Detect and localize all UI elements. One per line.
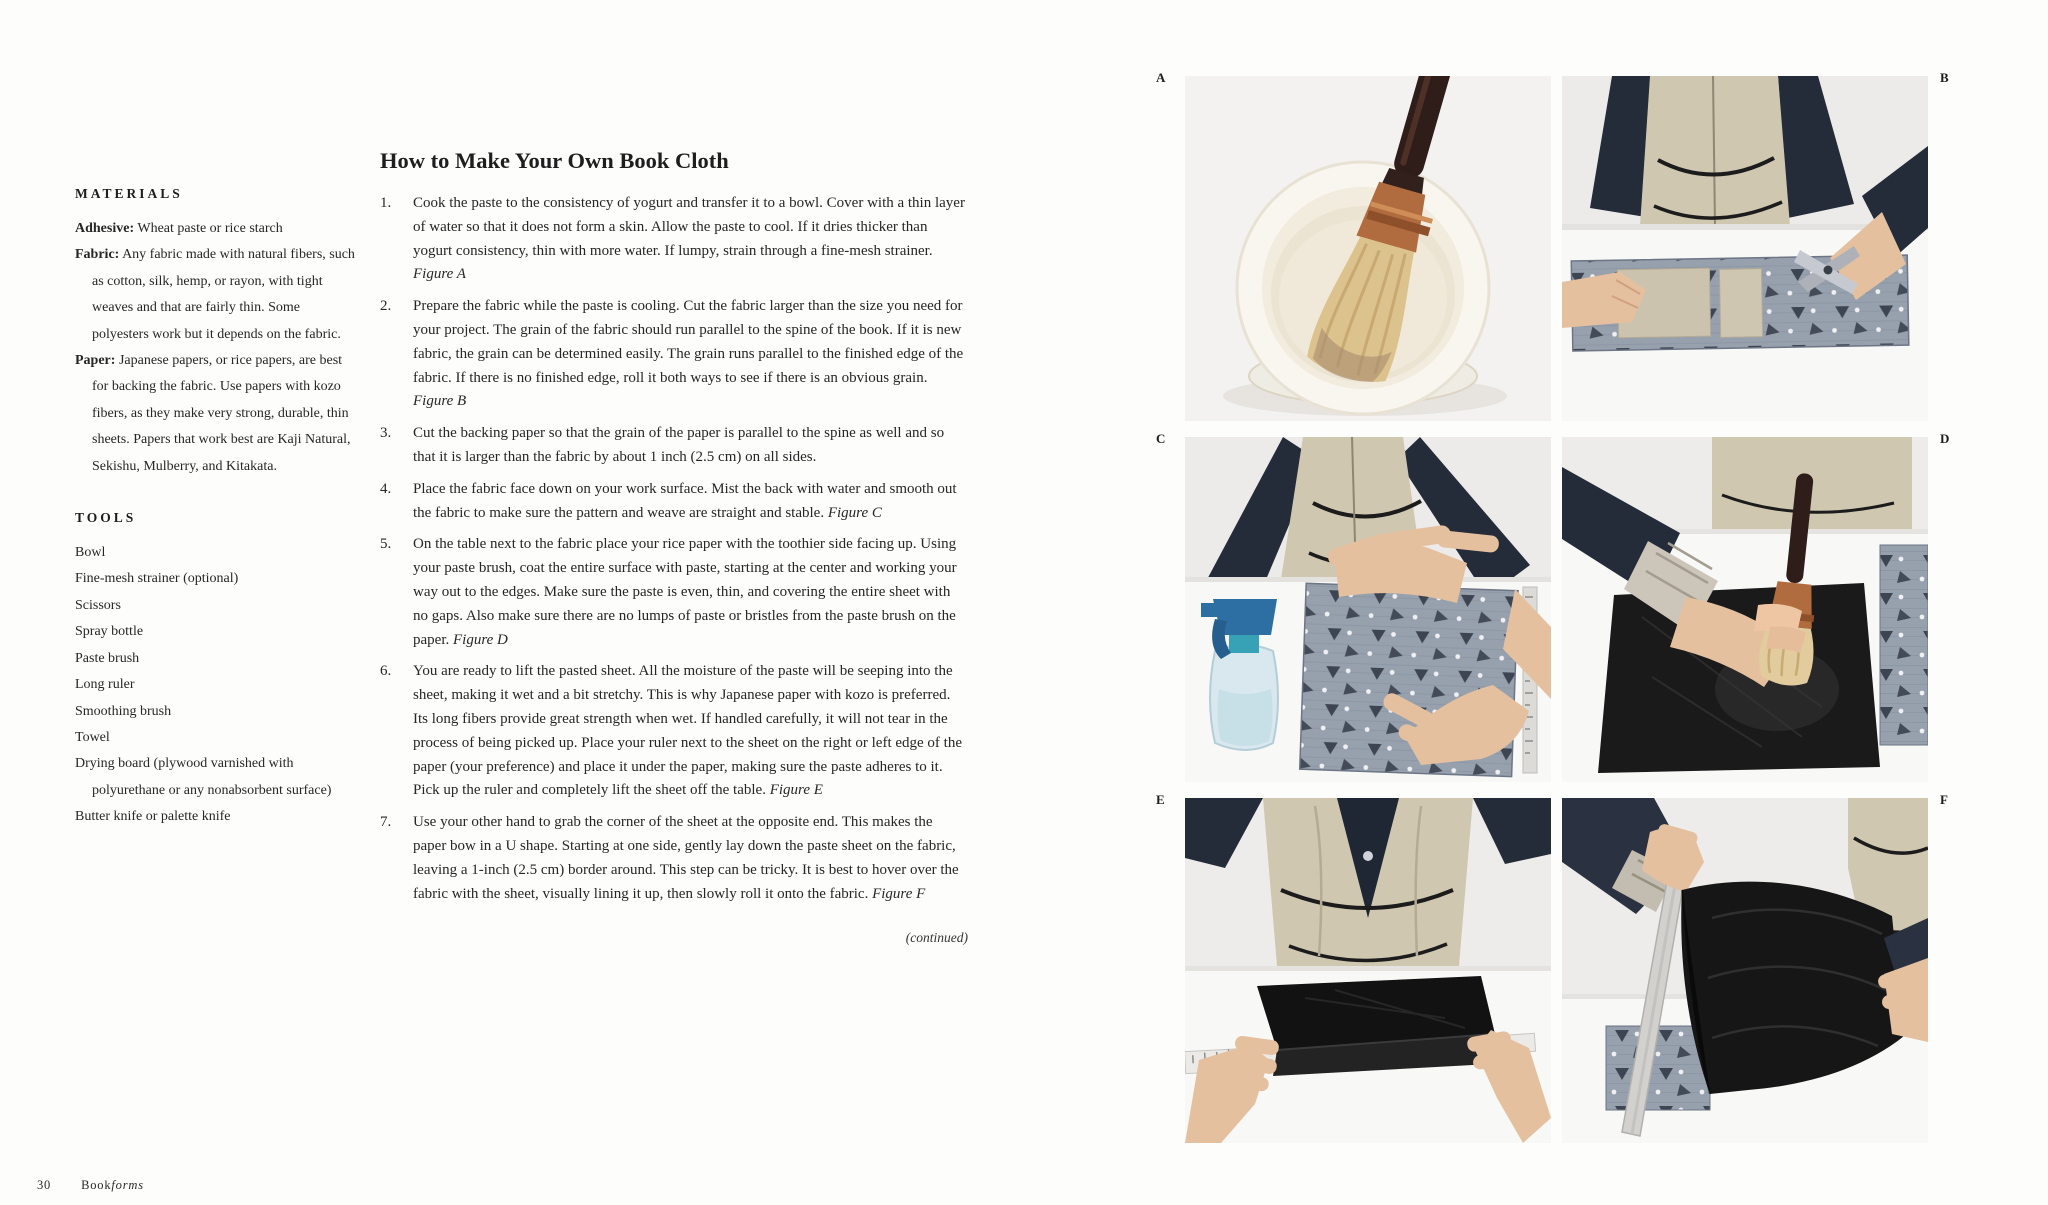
figure-reference: Figure D	[452, 631, 508, 648]
sidebar	[75, 186, 357, 831]
figure-reference: Figure A	[413, 266, 466, 283]
photo-label-f: F	[1940, 792, 1948, 807]
step-number: 4.	[380, 480, 392, 497]
material-label: Adhesive:	[75, 221, 135, 236]
tool-item: Spray bottle	[75, 624, 144, 640]
page-number: 30	[37, 1178, 52, 1192]
material-text: Wheat paste or rice starch	[137, 221, 283, 236]
instructions-column	[380, 148, 968, 946]
step-number: 3.	[380, 425, 392, 442]
figure-reference: Figure B	[413, 393, 467, 410]
tool-item: Towel	[75, 729, 110, 745]
page-title: How to Make Your Own Book Cloth	[380, 148, 729, 173]
material-label: Paper:	[75, 353, 116, 369]
photo-b-cutting-fabric	[1562, 76, 1928, 421]
photo-f-laying-sheet	[1562, 798, 1928, 1143]
photo-label-a: A	[1156, 70, 1166, 85]
tool-item: Scissors	[75, 597, 121, 613]
materials-list	[75, 216, 357, 480]
step-number: 7.	[380, 814, 392, 831]
tool-item: Long ruler	[75, 677, 135, 693]
figure-reference: Figure C	[827, 504, 882, 521]
page-footer	[37, 1178, 144, 1193]
step-number: 1.	[380, 195, 392, 211]
figure-reference: Figure F	[872, 885, 926, 902]
step-number: 6.	[380, 663, 392, 680]
patterned-fabric	[1880, 545, 1928, 745]
tool-item: Drying board (plywood varnished with polyurethane or any nonabsorbent surface)	[75, 756, 332, 798]
material-text: Japanese papers, or rice papers, are best for backing the fabric. Use papers with kozo fibers, as they make very strong, durable, thin sheets. Papers that work best are Kaji Natural, Sekishu, Mulberry, and Kitakata.	[92, 353, 351, 474]
tool-item: Smoothing brush	[75, 703, 172, 719]
step-item	[380, 478, 968, 526]
figure-reference: Figure E	[769, 782, 823, 799]
tool-item: Bowl	[75, 545, 106, 561]
photo-label-e: E	[1156, 792, 1165, 807]
step-text: Cut the backing paper so that the grain of the paper is parallel to the spine as well and so that it is larger than the fabric by about 1 inch (2.5 cm) on all sides.	[413, 425, 945, 465]
photo-a-paste-brush-in-bowl	[1185, 76, 1551, 421]
step-item	[380, 811, 968, 906]
step-text: Place the fabric face down on your work surface. Mist the back with water and smooth out the fabric to make sure the pattern and weave are straight and stable.	[413, 480, 957, 521]
step-item	[380, 533, 968, 652]
step-text: Cook the paste to the consistency of yogurt and transfer it to a bowl. Cover with a thin layer of water so that it does not form a skin. Allow the paste to cool. If it dries thicker than yogurt consistency, thin with more water. If lumpy, strain through a fine-mesh strainer.	[413, 195, 965, 259]
continued-note: (continued)	[905, 930, 968, 946]
tool-item: Butter knife or palette knife	[75, 809, 231, 825]
material-item	[75, 242, 357, 348]
tools-heading: TOOLS	[75, 510, 137, 526]
tool-item: Paste brush	[75, 650, 140, 666]
step-number: 2.	[380, 298, 392, 315]
material-text: Any fabric made with natural fibers, such as cotton, silk, hemp, or rayon, with tight weaves and that are fairly thin. Some polyesters work but it depends on the fabric.	[92, 247, 355, 342]
materials-heading: MATERIALS	[75, 186, 183, 201]
step-text: Prepare the fabric while the paste is cooling. Cut the fabric larger than the size you need for your project. The grain of the fabric should run parallel to the spine of the book. If it is new fabric, the grain can be determined easily. The grain runs parallel to the finished edge of the fabric. If there is no finished edge, roll it both ways to see if there is an obvious grain.	[413, 298, 964, 386]
material-item	[75, 216, 357, 242]
tool-item: Fine-mesh strainer (optional)	[75, 571, 239, 587]
step-text: You are ready to lift the pasted sheet. All the moisture of the paste will be seeping into the sheet, making it wet and a bit stretchy. This is why Japanese paper with kozo is preferred. Its long fibers provide great strength when wet. If handled carefully, it will not tear in the process of being picked up. Place your ruler next to the sheet on the right or left edge of the paper (your preference) and place it under the paper, making sure the paste adheres to it. Pick up the ruler and completely lift the sheet off the table.	[413, 663, 962, 799]
step-number: 5.	[380, 536, 392, 553]
photo-label-b: B	[1940, 70, 1949, 85]
step-item	[380, 660, 968, 803]
step-item	[380, 295, 968, 414]
steps-list	[380, 192, 968, 906]
step-text: Use your other hand to grab the corner of the sheet at the opposite end. This makes the paper bow in a U shape. Starting at one side, gently lay down the paste sheet on the fabric, leaving a 1-inch (2.5 cm) border around. This step can be tricky. It is best to hover over the fabric with the sheet, visually lining it up, then slowly roll it onto the fabric.	[413, 814, 959, 902]
photo-e-lifting-sheet	[1185, 798, 1551, 1143]
photo-label-d: D	[1940, 431, 1950, 446]
step-item	[380, 422, 968, 470]
photo-c-smoothing-fabric	[1185, 437, 1551, 782]
material-label: Fabric:	[75, 247, 120, 263]
tools-list	[75, 540, 357, 830]
photo-label-c: C	[1156, 431, 1166, 446]
photo-d-pasting-paper	[1562, 437, 1928, 782]
book-title: Bookforms	[81, 1178, 144, 1192]
material-item	[75, 348, 357, 480]
step-text: On the table next to the fabric place your rice paper with the toothier side facing up. Using your paste brush, coat the entire surface with paste, starting at the center and working your way out to the edges. Make sure the paste is even, thin, and covering the entire sheet with no gaps. Also make sure there are no lumps of paste or bristles from the paste brush on the paper.	[413, 536, 957, 648]
step-item	[380, 192, 968, 287]
